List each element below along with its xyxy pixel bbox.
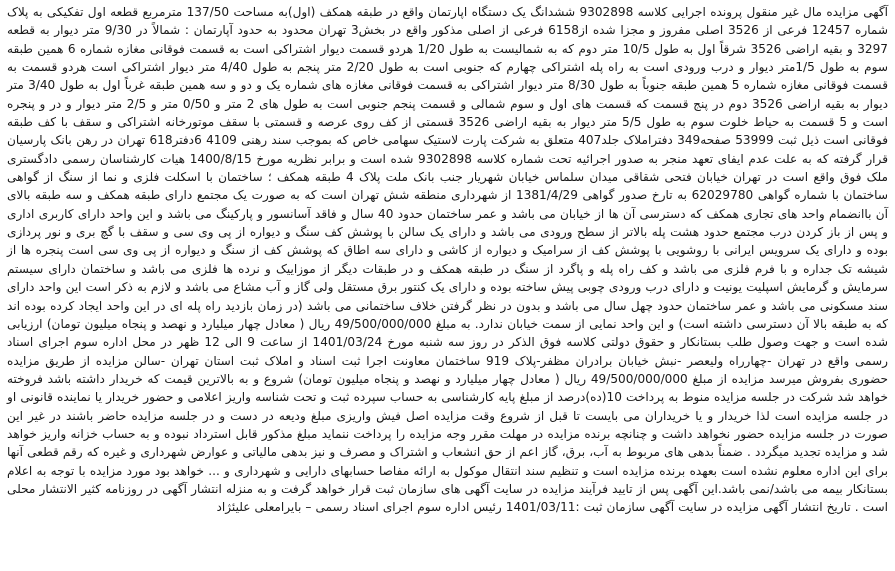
auction-notice-text: آگهی مزایده مال غیر منقول پرونده اجرایی کلاسه 9302898 ششدانگ یک دستگاه اپارتمان واقع در طبقه همکف (اول)به مساحت 137/50 مترمربع قطعه اول تفکیکی به پلاک شماره 12457 فرعی از 3526 اصلی مفروز و مجزا شده از6158 فرعی از اصلی مذکور واقع در بخش3 تهران محدود به حدود آپارتمان : شمالاً در 9/30 متر دیوار به قطعه 3297 و بقیه اراضی 3526 شرقاً اول به طول 10/5 متر دوم که به شمالیست به طول 1/20 هردو قسمت دیوار اشتراکی است به قسمت فوقانی مغازه شماره 6 همین طبقه سوم به طول 1/5متر دیوار و درب ورودی است به راه پله اشتراکی چهارم که جنوبی است به طول 2/20 متر پنجم به طول 4/40 متر دیوار اشتراکی است هردو قسمت به قسمت فوقانی مغازه شماره 5 همین طبقه جنوباً به طول 8/30 متر دیوار اشتراکی به قسمت فوقانی مغازه های شماره یک و دو و سه همین طبقه غرباً اول به طول 3/40 متر دیوار به بقیه اراضی 3526 دوم در پنج قسمت که قسمت های اول و سوم شمالی و قسمت پنجم جنوبی است به طول های 2 متر و 0/50 متر و 2/5 متر دیوار و در و پنجره است و 5 قسمت به حیاط خلوت سوم به طول 5/5 متر دیوار به بقیه اراضی 3526 قسمتی از کف روی عرصه و قسمتی با سقف موتورخانه اشتراکی و سقف با کف طبقه فوقانی است ذیل ثبت 53999 صفحه349 دفتراملاک جلد407 متعلق به شرکت پارت لاستیک سهامی خاص که بموجب سند رهنی 4109 6دفتر618 تهران در رهن بانک پارسیان قرار گرفته که به علت عدم ایفای تعهد منجر به صدور اجرائیه تحت شماره کلاسه 9302898 شده است و برابر نظریه مورخ 1400/8/15 هیات کارشناسان رسمی دادگستری ملک فوق واقع است در تهران خیابان فتحی شقاقی میدان سلماس خیابان شهریار جنب بانک ملت پلاک 4 طبقه همکف ؛ ساختمان با اسکلت فلزی و نما از سنگ از گواهی ساختمان با شماره گواهی 62029780 به تارخ صدور گواهی 1381/4/29 از شهرداری منطقه شش تهران است که به صورت یک مجتمع دارای طبقه همکف و سه طبقه بالای آن باانضمام واحد های تجاری همکف که دسترسی آن ها از خیابان می باشد و عمر ساختمان حدود 40 سال و فاقد آسانسور و پارکینگ می باشد و این واحد دارای کاربری اداری و پس از باز کردن درب مجتمع حدود هشت پله بالاتر از سطح ورودی می باشد و دارای یک سالن با پوشش کف سنگ و دیواره از پی وی سی و سقف با گچ بری و نور پردازی بوده و دارای یک سرویس ایرانی با روشویی با پوشش کف از سرامیک و دیواره از کاشی و دارای سه اطاق که پوشش کف از سنگ و دیواره از پی وی سی است پنجره ها از شیشه تک جداره و با فرم فلزی می باشد و کف راه پله و پاگرد از سنگ در طبقه همکف و در طبقات دیگر از موزاییک و نرده ها فلزی می باشد و ساختمان دارای سیستم سرمایش و گرمایش اسپلیت یونیت و دارای درب ورودی چوبی پیش ساخته بوده و دارای یک کنتور برق مستقل ولی گاز و آب مشاع می باشد و لازم به ذکر است این واحد دارای سند مسکونی می باشد و عمر ساختمان حدود چهل سال می باشد و بدون در نظر گرفتن خلاف ساختمانی می باشد (در زمان بازدید راه پله ای در این واحد ایجاد کرده بوده اند که به طبقه بالا آن دسترسی داشته است) و این واحد نمایی از سمت خیابان ندارد. به مبلغ 49/500/000/000 ریال ( معادل چهار میلیارد و نهصد و پنجاه میلیون تومان) ارزیابی شده است و جهت وصول طلب بستانکار و حقوق دولتی کلاسه فوق الذکر در روز سه شنبه مورخ 1401/03/24 از ساعت 9 الی 12 ظهر در محل اداره سوم اجرای اسناد رسمی واقع در تهران -چهارراه ولیعصر -نبش خیابان برادران مظفر-پلاک 919 ساختمان معاونت اجرا ثبت اسناد و املاک ثبت استان تهران -سالن مزایده از طریق مزایده حضوری بفروش میرسد مزایده از مبلغ 49/500/000/000 ریال ( معادل چهار میلیارد و نهصد و پنجاه میلیون تومان) شروع و به بالاترین قیمت که خریدار داشته باشد فروخته خواهد شد شرکت در جلسه مزایده منوط به پرداخت 10(ده)درصد از مبلغ پایه کارشناسی به حساب سپرده ثبت و تحت شناسه واریز اعلامی و حضور خریدار یا نماینده قانونی او در جلسه مزایده است لذا خریدار و یا خریداران می بایست تا قبل از شروع وقت مزایده اصل فیش واریزی مبلغ ودیعه در دست و در جلسه مزایده حاضر باشند در غیر این صورت در جلسه مزایده حضور نخواهد داشت و چنانچه برنده مزایده در مهلت مقرر وجه مزایده را پرداخت ننماید مبلغ مذکور قابل استرداد نبوده و به حساب خزانه واریز خواهد شد و مزایده تجدید میگردد . ضمناً بدهی های مربوط به آب، برق، گاز اعم از حق انشعاب و اشتراک و مصرف و نیز بدهی مالیاتی و عوارض شهرداری و غیره که رقم قطعی آنها برای این اداره معلوم نشده است بعهده برنده مزایده است و تنظیم سند انتقال موکول به ارائه مفاصا حسابهای دارایی و شهرداری و ... خواهد بود مورد مزایده با توجه به اعلام بستانکار بیمه می باشد/نمی باشد.این آگهی پس از تایید فرآیند مزایده در سایت آگهی های سازمان ثبت قرار خواهد گرفت و به منزله انتشار آگهی در روزنامه کثیر الانتشار محلی است . تاریخ انتشار آگهی مزایده در سایت آگهی سازمان ثبت :1401/03/11 رئیس اداره سوم اجرای اسناد رسمی – بایرامعلی علیئژاد xyxy=(7,5,889,515)
